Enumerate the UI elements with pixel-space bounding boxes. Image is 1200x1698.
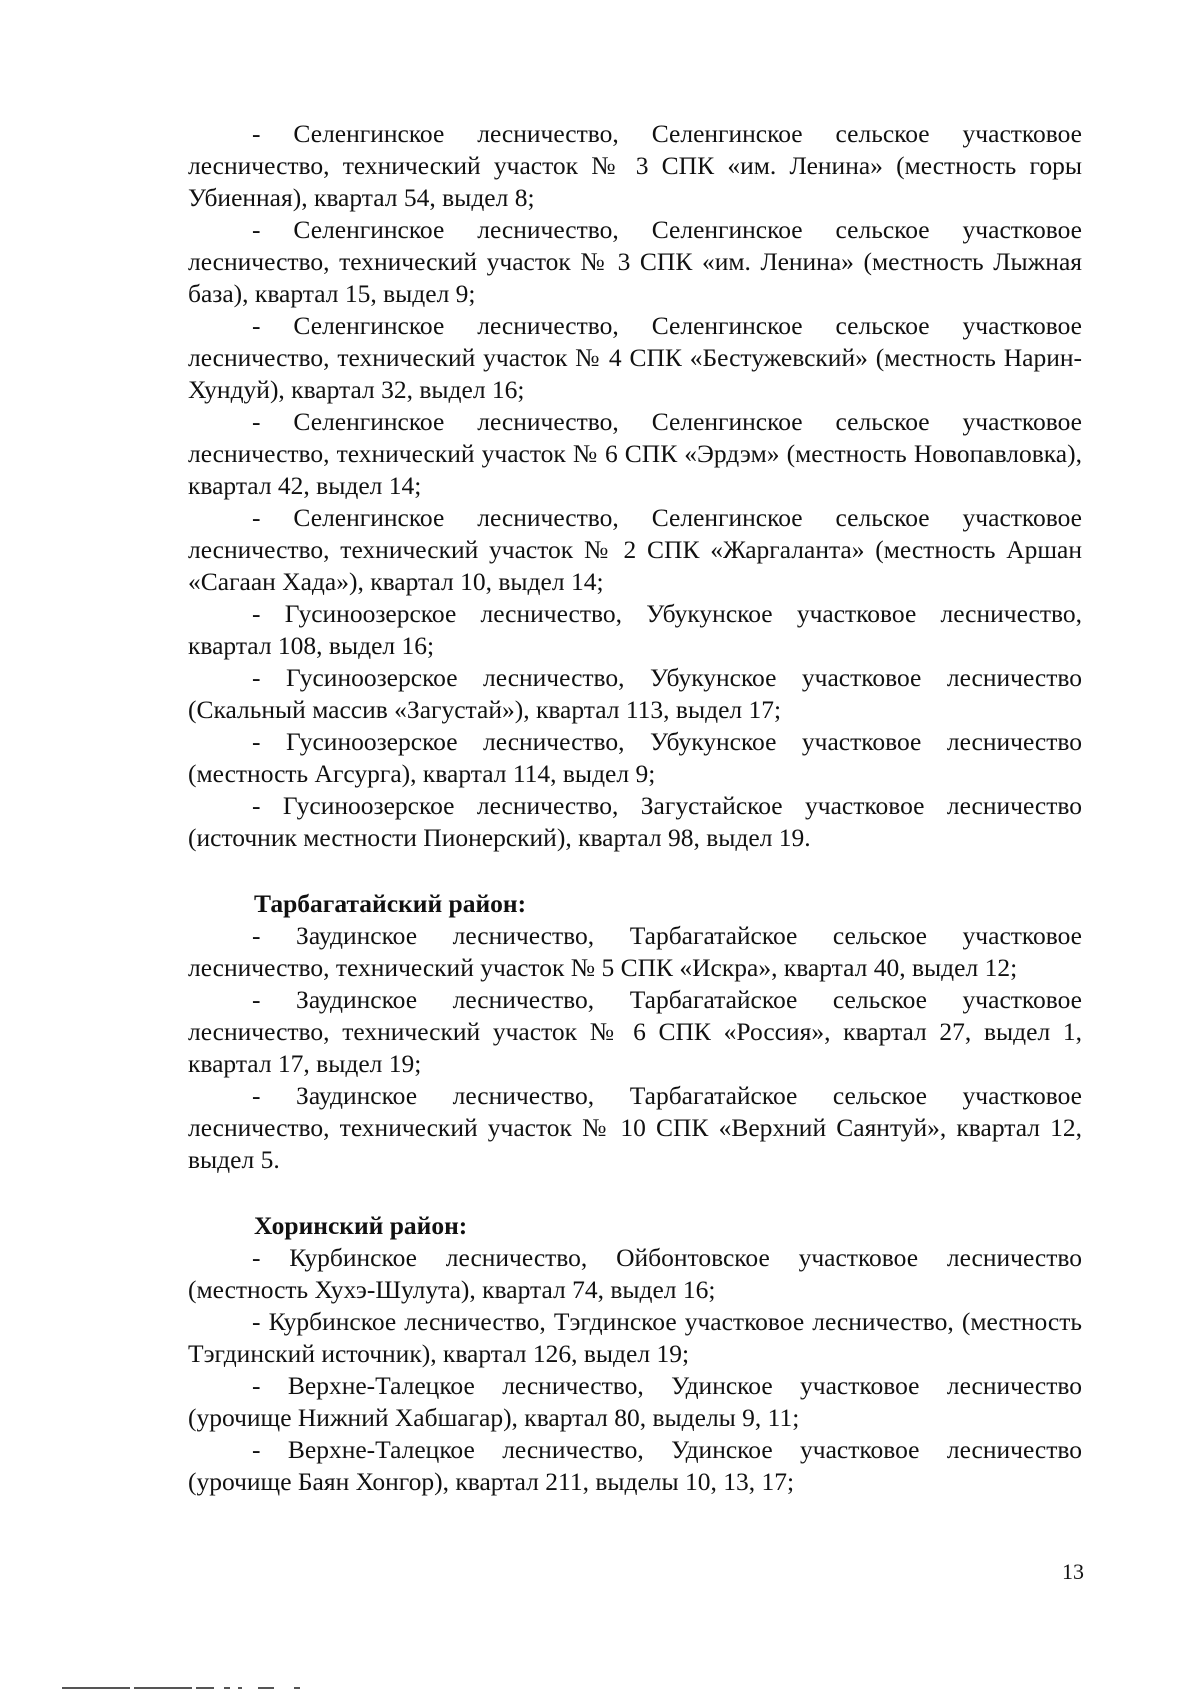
list-item: - Селенгинское лесничество, Селенгинское сельское участковое лесничество, технический участок № 4 СПК «Бестужевский» (местность Нарин-Хундуй), квартал 32, выдел 16; xyxy=(188,311,1082,404)
list-item: - Гусиноозерское лесничество, Убукунское участковое лесничество, квартал 108, выдел 16; xyxy=(188,599,1082,660)
list-item: - Селенгинское лесничество, Селенгинское сельское участковое лесничество, технический участок № 3 СПК «им. Ленина» (местность горы Убиенная), квартал 54, выдел 8; xyxy=(188,119,1082,212)
section-khorinsky xyxy=(188,1210,1082,1498)
list-item: - Заудинское лесничество, Тарбагатайское сельское участковое лесничество, технический участок № 10 СПК «Верхний Саянтуй», квартал 12, выдел 5. xyxy=(188,1081,1082,1174)
list-item: - Селенгинское лесничество, Селенгинское сельское участковое лесничество, технический участок № 2 СПК «Жаргаланта» (местность Аршан «Сагаан Хада»), квартал 10, выдел 14; xyxy=(188,503,1082,596)
list-item: - Заудинское лесничество, Тарбагатайское сельское участковое лесничество, технический участок № 5 СПК «Искра», квартал 40, выдел 12; xyxy=(188,921,1082,982)
section-heading: Хоринский район: xyxy=(254,1211,468,1240)
page-number: 13 xyxy=(1062,1559,1084,1584)
section-heading: Тарбагатайский район: xyxy=(254,889,527,918)
document-body xyxy=(188,118,1082,1498)
list-item: - Селенгинское лесничество, Селенгинское сельское участковое лесничество, технический участок № 6 СПК «Эрдэм» (местность Новопавловка), квартал 42, выдел 14; xyxy=(188,407,1082,500)
list-item: - Курбинское лесничество, Тэгдинское участковое лесничество, (местность Тэгдинский источник), квартал 126, выдел 19; xyxy=(188,1307,1082,1368)
scan-artifact-line xyxy=(62,1687,342,1690)
list-item: - Гусиноозерское лесничество, Убукунское участковое лесничество (местность Агсурга), квартал 114, выдел 9; xyxy=(188,727,1082,788)
list-item: - Верхне-Талецкое лесничество, Удинское участковое лесничество (урочище Нижний Хабшагар), квартал 80, выделы 9, 11; xyxy=(188,1371,1082,1432)
section-selenginsky xyxy=(188,118,1082,854)
list-item: - Заудинское лесничество, Тарбагатайское сельское участковое лесничество, технический участок № 6 СПК «Россия», квартал 27, выдел 1, квартал 17, выдел 19; xyxy=(188,985,1082,1078)
list-item: - Селенгинское лесничество, Селенгинское сельское участковое лесничество, технический участок № 3 СПК «им. Ленина» (местность Лыжная база), квартал 15, выдел 9; xyxy=(188,215,1082,308)
list-item: - Курбинское лесничество, Ойбонтовское участковое лесничество (местность Хухэ-Шулута), квартал 74, выдел 16; xyxy=(188,1243,1082,1304)
section-tarbagataisky xyxy=(188,888,1082,1176)
list-item: - Верхне-Талецкое лесничество, Удинское участковое лесничество (урочище Баян Хонгор), квартал 211, выделы 10, 13, 17; xyxy=(188,1435,1082,1496)
list-item: - Гусиноозерское лесничество, Убукунское участковое лесничество (Скальный массив «Загустай»), квартал 113, выдел 17; xyxy=(188,663,1082,724)
list-item: - Гусиноозерское лесничество, Загустайское участковое лесничество (источник местности Пионерский), квартал 98, выдел 19. xyxy=(188,791,1082,852)
